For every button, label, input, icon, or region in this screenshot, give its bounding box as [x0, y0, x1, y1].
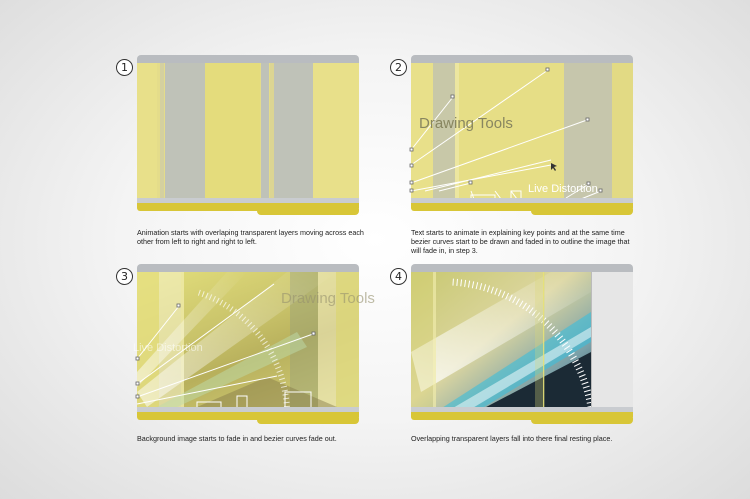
cursor-icon [551, 163, 557, 171]
panel-base-tab [257, 418, 359, 424]
step-caption-3: Background image starts to fade in and bezier curves fade out. [137, 434, 337, 443]
step-panel-2 [411, 55, 641, 227]
step-caption-2: Text starts to animate in explaining key points and at the same time bezier curves start to be drawn and faded in to outline the image that will fade in, in step 3. [411, 228, 630, 255]
overlay-subtitle: Live Distortion [133, 342, 203, 354]
panel-top-bar [137, 264, 359, 272]
layer-strip [165, 63, 205, 198]
panel-top-bar [137, 55, 359, 63]
panel-screen [137, 63, 359, 198]
step-number-3: 3 [116, 268, 133, 285]
step-panel-4 [411, 264, 641, 436]
step-panel-3 [133, 264, 375, 436]
step-number-2: 2 [390, 59, 407, 76]
layer-strip [274, 63, 283, 198]
overlay-title: Drawing Tools [281, 290, 375, 307]
overlay-title: Drawing Tools [419, 115, 513, 132]
panel-top-bar [411, 55, 633, 63]
step-number-4: 4 [390, 268, 407, 285]
layer-strip [160, 63, 164, 198]
layer-strip [137, 63, 157, 198]
layer-strip [261, 63, 269, 198]
overlay-subtitle: Live Distortion [528, 183, 598, 195]
layer-strip [313, 63, 359, 198]
layer-strip [283, 63, 313, 198]
step-caption-1: Animation starts with overlaping transparent layers moving across each other from left to right and right to left. [137, 228, 364, 246]
step-number-1: 1 [116, 59, 133, 76]
step-panel-1 [137, 55, 367, 227]
panel-top-bar [411, 264, 633, 272]
layer-strip [205, 63, 260, 198]
panel-screen [411, 272, 633, 407]
panel-base-tab [531, 209, 633, 215]
panel-screen [133, 272, 375, 407]
panel-screen [411, 63, 633, 198]
background-image [411, 272, 633, 415]
step-caption-4: Overlapping transparent layers fall into there final resting place. [411, 434, 613, 443]
panel-base-tab [257, 209, 359, 215]
panel-base-tab [531, 418, 633, 424]
